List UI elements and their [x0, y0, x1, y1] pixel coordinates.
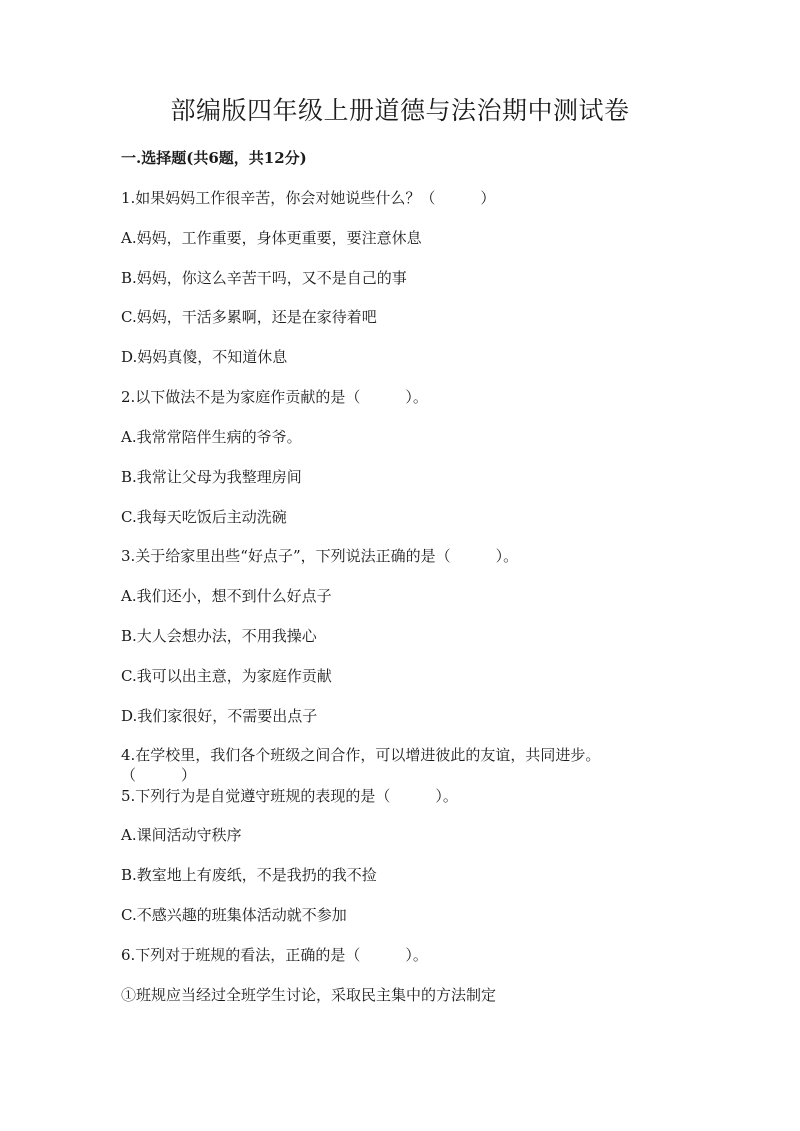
- question-6-stem: 6.下列对于班规的看法，正确的是（ ）。: [121, 946, 428, 964]
- question-1-option-a: A.妈妈，工作重要，身体更重要，要注意休息: [121, 229, 422, 247]
- question-3-stem: 3.关于给家里出些“好点子”，下列说法正确的是（ ）。: [121, 547, 519, 565]
- question-5-stem: 5.下列行为是自觉遵守班规的表现的是（ ）。: [121, 787, 458, 805]
- question-3-option-b: B.大人会想办法，不用我操心: [121, 627, 317, 645]
- question-2-option-c: C.我每天吃饭后主动洗碗: [121, 508, 287, 526]
- question-1-option-b: B.妈妈，你这么辛苦干吗，又不是自己的事: [121, 269, 407, 287]
- question-3-option-d: D.我们家很好，不需要出点子: [121, 707, 318, 725]
- question-1-option-c: C.妈妈，干活多累啊，还是在家待着吧: [121, 308, 377, 326]
- question-6-statement-1: ①班规应当经过全班学生讨论，采取民主集中的方法制定: [121, 986, 497, 1004]
- question-4-stem: 4.在学校里，我们各个班级之间合作，可以增进彼此的友谊，共同进步。: [121, 746, 601, 764]
- question-3-option-a: A.我们还小，想不到什么好点子: [121, 587, 332, 605]
- question-2-option-a: A.我常常陪伴生病的爷爷。: [121, 428, 302, 446]
- question-5-option-b: B.教室地上有废纸，不是我扔的我不捡: [121, 866, 377, 884]
- exam-title: 部编版四年级上册道德与法治期中测试卷: [170, 96, 630, 125]
- question-4-answer-blank: （ ）: [121, 766, 197, 784]
- question-2-stem: 2.以下做法不是为家庭作贡献的是（ ）。: [121, 388, 428, 406]
- question-5-option-c: C.不感兴趣的班集体活动就不参加: [121, 906, 347, 924]
- question-1-stem: 1.如果妈妈工作很辛苦，你会对她说些什么？（ ）: [121, 189, 496, 207]
- question-5-option-a: A.课间活动守秩序: [121, 826, 242, 844]
- question-3-option-c: C.我可以出主意，为家庭作贡献: [121, 667, 332, 685]
- question-2-option-b: B.我常让父母为我整理房间: [121, 468, 302, 486]
- section-heading: 一.选择题(共6题，共12分): [121, 149, 307, 167]
- question-1-option-d: D.妈妈真傻，不知道休息: [121, 348, 288, 366]
